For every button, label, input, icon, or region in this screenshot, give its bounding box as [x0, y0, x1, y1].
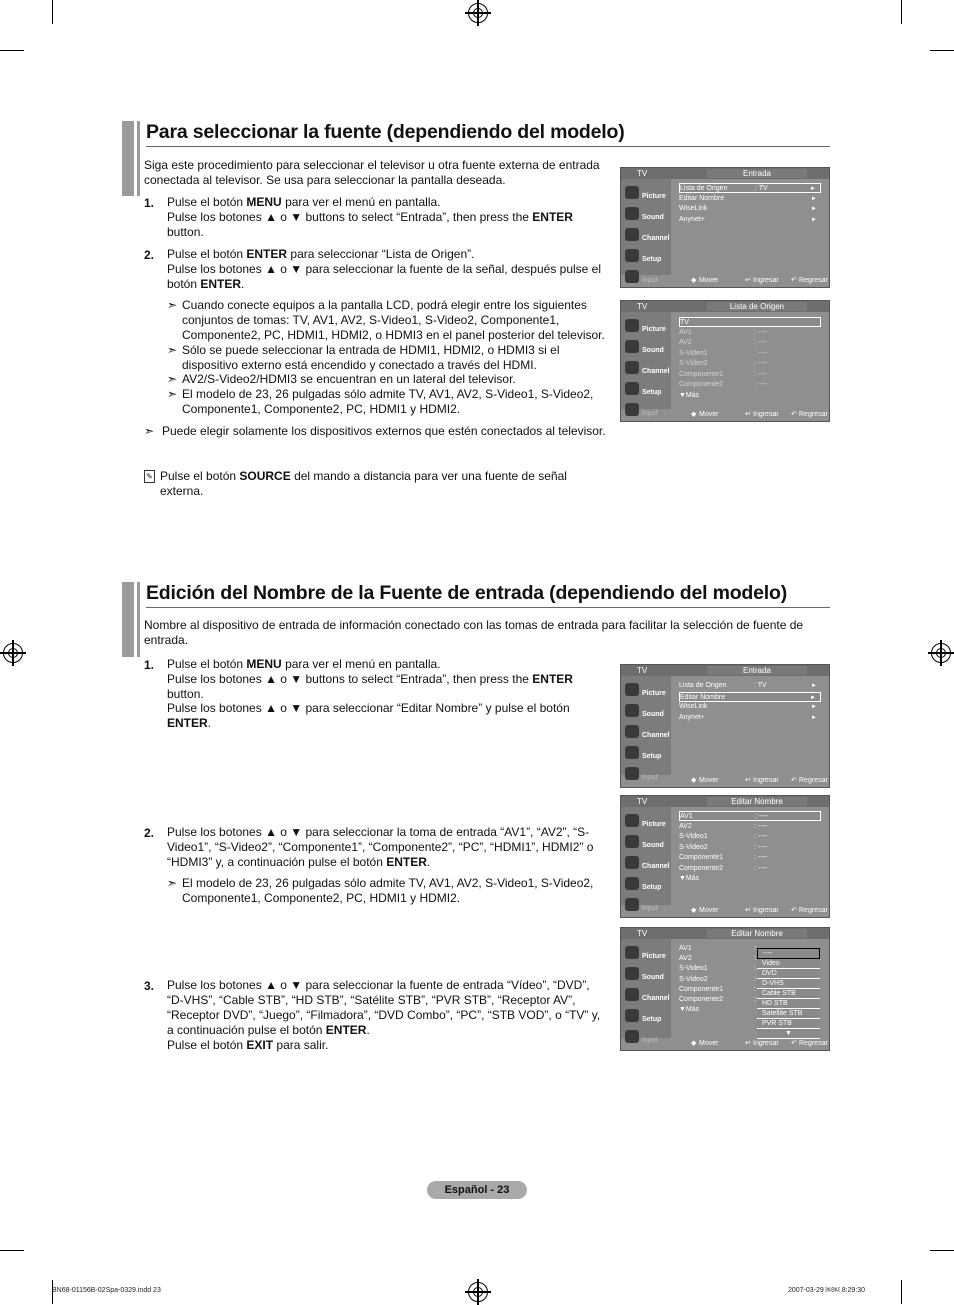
- osd-menu-item: [679, 204, 821, 214]
- osd-menu-item: [679, 194, 821, 204]
- osd-side-label: Channel: [642, 368, 670, 375]
- section-bar: [137, 582, 140, 657]
- osd-item-label: Componente1: [679, 370, 723, 378]
- osd-side-label: Input: [642, 410, 658, 417]
- osd-item-value: :: [754, 955, 756, 963]
- osd-item-label: Lista de Origen: [679, 682, 727, 689]
- osd-hint-mover: Mover: [699, 907, 719, 914]
- picture-icon: [625, 814, 639, 827]
- osd-item-value: : ----: [754, 854, 768, 861]
- osd-hint-regresar: Regresar: [799, 411, 828, 418]
- return-icon: ↶: [791, 907, 797, 914]
- osd-menu-item: [679, 380, 821, 390]
- osd-item-label: ▼Más: [679, 391, 700, 399]
- osd-side-setup: [623, 744, 669, 764]
- osd-tv-label: TV: [637, 302, 648, 311]
- osd-item-label: ▼Más: [679, 1006, 700, 1014]
- setup-icon: [625, 1009, 639, 1022]
- osd-menu-item: [679, 843, 821, 853]
- intro-text: Siga este procedimiento para seleccionar el televisor u otra fuente externa de entrada conectada al televisor. Se usa para seleccionar la pantalla deseada.: [144, 158, 600, 187]
- enter-icon: ↵: [745, 1040, 751, 1047]
- note-text: Sólo se puede seleccionar la entrada de HDMI1, HDMI2, o HDMI3 si el dispositivo externo está encendido y conectado a través del HDMI.: [182, 343, 560, 372]
- osd-hint-regresar: Regresar: [799, 277, 828, 284]
- updown-icon: ◆: [691, 411, 697, 418]
- osd-side-channel: [623, 986, 669, 1006]
- section-rule: [146, 146, 830, 147]
- osd-menu-item: [679, 864, 821, 874]
- osd-hint-ingresar: Ingresar: [753, 411, 779, 418]
- osd-option: Video: [757, 959, 820, 969]
- osd-item-value: : ----: [754, 822, 768, 830]
- osd-menu-title: Entrada: [707, 169, 807, 178]
- osd-item-value: : ----: [754, 833, 768, 840]
- tv-menu-entrada: [620, 167, 830, 288]
- section-bar: [122, 582, 134, 657]
- osd-item-label: Editar Nombre: [679, 194, 725, 202]
- osd-side-input: [623, 896, 669, 916]
- osd-item-label: S-Video2: [679, 843, 708, 851]
- step-text: Pulse los botones ▲ o ▼ para seleccionar “Editar Nombre” y pulse el botón ENTER.: [167, 701, 570, 730]
- osd-side-channel: [623, 723, 669, 743]
- osd-side-label: Input: [642, 905, 658, 912]
- file-info: BN68-01156B-02Spa-0329.indd 23: [52, 1287, 161, 1294]
- osd-sidebar: [621, 807, 671, 912]
- step-number: 3.: [144, 979, 155, 993]
- osd-title-bar: [621, 301, 829, 312]
- tv-menu-editar-nombre-options: [620, 927, 830, 1051]
- osd-sidebar: [621, 312, 671, 417]
- setup-icon: [625, 382, 639, 395]
- osd-item-value: :: [754, 985, 756, 993]
- osd-item-label: WiseLink: [679, 703, 708, 710]
- osd-item-label: Componente2: [679, 864, 723, 872]
- osd-menu-item: [679, 349, 821, 359]
- registration-mark-icon: [468, 1282, 488, 1302]
- osd-side-input: [623, 765, 669, 785]
- osd-item-label: AV1: [679, 328, 692, 336]
- osd-side-sound: [623, 833, 669, 853]
- note-arrow-icon: ➣: [167, 298, 178, 312]
- osd-side-channel: [623, 359, 669, 379]
- osd-menu-item: [679, 391, 821, 401]
- print-date: 2007-03-29 ￼￼ 8:29:30: [788, 1287, 866, 1294]
- osd-hint-ingresar: Ingresar: [753, 777, 779, 784]
- channel-icon: [625, 725, 639, 738]
- osd-item-value: :: [754, 945, 756, 952]
- osd-tv-label: TV: [637, 797, 648, 806]
- crop-mark: [901, 0, 902, 24]
- osd-hint-regresar: Regresar: [799, 1040, 828, 1047]
- osd-sidebar: [621, 939, 671, 1044]
- tv-menu-entrada: [620, 664, 830, 788]
- osd-menu-item: [679, 874, 821, 884]
- osd-side-setup: [623, 875, 669, 895]
- return-icon: ↶: [791, 277, 797, 284]
- osd-item-value: : TV: [754, 682, 767, 689]
- osd-menu-title: Lista de Origen: [707, 302, 807, 311]
- osd-item-label: Anynet+: [679, 215, 705, 223]
- osd-menu-item: [679, 338, 821, 348]
- osd-side-label: Input: [642, 277, 658, 284]
- osd-side-label: Channel: [642, 235, 670, 242]
- osd-hint-ingresar: Ingresar: [753, 277, 779, 284]
- arrow-right-icon: ►: [811, 714, 817, 721]
- osd-side-picture: [623, 184, 669, 204]
- osd-item-label: AV2: [679, 955, 692, 963]
- osd-side-label: Sound: [642, 842, 664, 849]
- osd-side-label: Picture: [642, 193, 666, 200]
- picture-icon: [625, 946, 639, 959]
- osd-side-label: Channel: [642, 863, 670, 870]
- osd-side-label: Channel: [642, 995, 670, 1002]
- osd-item-label: Componente2: [679, 996, 723, 1003]
- osd-side-label: Picture: [642, 953, 666, 960]
- tv-menu-lista-de-origen: [620, 300, 830, 422]
- osd-option: PVR STB: [757, 1019, 820, 1029]
- arrow-right-icon: ►: [810, 186, 816, 192]
- osd-menu-item: [679, 692, 821, 702]
- osd-item-label: Anynet+: [679, 713, 705, 721]
- osd-item-value: : TV: [755, 185, 768, 192]
- osd-item-label: S-Video1: [679, 833, 708, 840]
- osd-bottom-bar: [671, 775, 829, 787]
- note-arrow-icon: ➣: [167, 876, 178, 890]
- enter-icon: ↵: [745, 907, 751, 914]
- setup-icon: [625, 249, 639, 262]
- updown-icon: ◆: [691, 1040, 697, 1047]
- note-text: El modelo de 23, 26 pulgadas sólo admite TV, AV1, AV2, S-Video1, S-Video2, Componente1, Componente2, PC, HDMI1 y HDMI2.: [182, 876, 594, 905]
- osd-option: HD STB: [757, 999, 820, 1009]
- osd-item-label: S-Video1: [679, 965, 708, 973]
- enter-icon: ↵: [745, 277, 751, 284]
- osd-side-input: [623, 401, 669, 421]
- input-icon: [625, 898, 639, 911]
- osd-sidebar: [621, 676, 671, 781]
- step-text: Pulse el botón EXIT para salir.: [167, 1038, 329, 1052]
- crop-mark: [52, 0, 53, 24]
- return-icon: ↶: [791, 777, 797, 784]
- note-arrow-icon: ➣: [144, 424, 155, 438]
- osd-option: ----: [757, 948, 820, 959]
- osd-side-label: Setup: [642, 1016, 662, 1023]
- osd-item-label: Componente1: [679, 985, 723, 993]
- section-rule: [146, 607, 830, 608]
- step-text: Pulse los botones ▲ o ▼ para seleccionar la fuente de la señal, después pulse el botón ENTER.: [167, 262, 602, 291]
- crop-mark: [930, 1250, 954, 1251]
- note-text: Puede elegir solamente los dispositivos externos que estén conectados al televisor.: [162, 424, 606, 438]
- osd-item-label: Componente2: [679, 381, 723, 388]
- input-icon: [625, 1030, 639, 1043]
- osd-menu-item: [679, 822, 821, 832]
- arrow-right-icon: ►: [811, 195, 817, 202]
- osd-hint-regresar: Regresar: [799, 907, 828, 914]
- osd-bottom-bar: [671, 905, 829, 917]
- crop-mark: [901, 1280, 902, 1304]
- osd-tv-label: TV: [637, 666, 648, 675]
- osd-item-value: : ----: [754, 381, 768, 388]
- osd-menu-title: Entrada: [707, 666, 807, 675]
- osd-bottom-bar: [671, 275, 829, 287]
- osd-item-label: Componente1: [679, 854, 723, 861]
- osd-hint-ingresar: Ingresar: [753, 907, 779, 914]
- setup-icon: [625, 746, 639, 759]
- osd-bottom-bar: [671, 1038, 829, 1050]
- osd-tv-label: TV: [637, 929, 648, 938]
- osd-side-label: Sound: [642, 214, 664, 221]
- note-icon: ✎: [144, 470, 155, 483]
- osd-hint-mover: Mover: [699, 1040, 719, 1047]
- channel-icon: [625, 228, 639, 241]
- osd-item-label: AV2: [679, 339, 692, 346]
- osd-menu-item: [679, 811, 821, 821]
- input-icon: [625, 767, 639, 780]
- osd-side-label: Picture: [642, 821, 666, 828]
- osd-side-picture: [623, 812, 669, 832]
- sound-icon: [625, 967, 639, 980]
- osd-menu-item: [679, 702, 821, 712]
- osd-tv-label: TV: [637, 169, 648, 178]
- osd-side-picture: [623, 944, 669, 964]
- arrow-right-icon: ►: [811, 683, 817, 689]
- osd-menu-item: [679, 370, 821, 380]
- osd-bottom-bar: [671, 409, 829, 421]
- input-icon: [625, 270, 639, 283]
- picture-icon: [625, 683, 639, 696]
- osd-side-channel: [623, 226, 669, 246]
- osd-side-sound: [623, 965, 669, 985]
- updown-icon: ◆: [691, 907, 697, 914]
- osd-option: Cable STB: [757, 989, 820, 999]
- osd-item-label: AV1: [679, 945, 692, 952]
- channel-icon: [625, 988, 639, 1001]
- osd-item-value: : ----: [754, 843, 768, 851]
- enter-icon: ↵: [745, 411, 751, 418]
- osd-item-label: TV: [680, 319, 689, 326]
- osd-menu-item: [679, 853, 821, 863]
- osd-side-sound: [623, 205, 669, 225]
- picture-icon: [625, 319, 639, 332]
- osd-side-sound: [623, 338, 669, 358]
- osd-item-value: : ----: [754, 349, 768, 357]
- osd-hint-mover: Mover: [699, 411, 719, 418]
- note-arrow-icon: ➣: [167, 387, 178, 401]
- arrow-right-icon: ►: [811, 216, 817, 223]
- osd-title-bar: [621, 665, 829, 676]
- osd-side-picture: [623, 681, 669, 701]
- osd-option: D-VHS: [757, 979, 820, 989]
- osd-menu-item: [679, 317, 821, 327]
- input-icon: [625, 403, 639, 416]
- osd-side-label: Sound: [642, 974, 664, 981]
- osd-menu-item: [679, 713, 821, 723]
- osd-item-label: Editar Nombre: [680, 693, 726, 701]
- registration-mark-icon: [3, 643, 23, 663]
- step-number: 2.: [144, 248, 155, 262]
- return-icon: ↶: [791, 1040, 797, 1047]
- osd-item-value: : ----: [754, 864, 768, 872]
- osd-menu-item: [679, 681, 821, 691]
- osd-title-bar: [621, 796, 829, 807]
- section-bar: [122, 121, 134, 196]
- osd-side-label: Setup: [642, 256, 662, 263]
- osd-side-label: Picture: [642, 326, 666, 333]
- registration-mark-icon: [468, 3, 488, 23]
- osd-item-label: WiseLink: [679, 205, 708, 212]
- crop-mark: [930, 50, 954, 51]
- osd-item-value: : ----: [754, 360, 768, 367]
- note-text: El modelo de 23, 26 pulgadas sólo admite TV, AV1, AV2, S-Video1, S-Video2, Componente1, Componente2, PC, HDMI1 y HDMI2.: [182, 387, 594, 416]
- section-title: Edición del Nombre de la Fuente de entrada (dependiendo del modelo): [146, 582, 788, 604]
- step-number: 1.: [144, 658, 155, 672]
- osd-title-bar: [621, 168, 829, 179]
- note-text: Cuando conecte equipos a la pantalla LCD, podrá elegir entre los siguientes conjuntos de tomas: TV, AV1, AV2, S-Video1, S-Video2, Componente1, Componente2, PC, HDMI1, HDMI2, o HDMI3 en el panel posterior del televisor.: [182, 298, 605, 342]
- osd-side-label: Input: [642, 774, 658, 781]
- arrow-right-icon: ►: [811, 704, 817, 710]
- arrow-right-icon: ►: [811, 206, 817, 212]
- osd-hint-mover: Mover: [699, 277, 719, 284]
- step-text: Pulse el botón MENU para ver el menú en pantalla.: [167, 657, 441, 671]
- enter-icon: ↵: [745, 777, 751, 784]
- osd-side-label: Setup: [642, 753, 662, 760]
- osd-menu-item: [679, 215, 821, 225]
- osd-side-input: [623, 1028, 669, 1048]
- osd-item-value: :: [754, 975, 756, 983]
- picture-icon: [625, 186, 639, 199]
- osd-hint-regresar: Regresar: [799, 777, 828, 784]
- osd-side-picture: [623, 317, 669, 337]
- osd-item-value: : ----: [754, 328, 768, 336]
- sound-icon: [625, 835, 639, 848]
- sound-icon: [625, 207, 639, 220]
- step-text: Pulse el botón MENU para ver el menú en pantalla.: [167, 195, 441, 209]
- osd-side-setup: [623, 1007, 669, 1027]
- osd-item-label: S-Video2: [679, 975, 708, 983]
- osd-side-sound: [623, 702, 669, 722]
- osd-side-channel: [623, 854, 669, 874]
- osd-option: DVD: [757, 969, 820, 979]
- osd-item-label: AV2: [679, 822, 692, 830]
- osd-item-value: : ----: [755, 813, 769, 820]
- osd-side-input: [623, 268, 669, 288]
- note-arrow-icon: ➣: [167, 343, 178, 357]
- step-text: Pulse los botones ▲ o ▼ para seleccionar la fuente de entrada “Vídeo”, “DVD”, “D-VHS”, “Cable STB”, “HD STB”, “Satélite STB”, “PVR STB”, “Receptor AV”, “Receptor DVD”, “Juego”, “Filmadora”, “DVD Combo”, “PC”, “STB VOD”, o “TV” y, a continuación pulse el botón ENTER.: [167, 978, 601, 1037]
- osd-item-label: S-Video2: [679, 360, 708, 367]
- osd-item-label: Lista de Origen: [680, 185, 728, 192]
- arrow-right-icon: ►: [810, 694, 816, 701]
- sound-icon: [625, 704, 639, 717]
- osd-option-list: [757, 948, 820, 1039]
- osd-side-label: Setup: [642, 389, 662, 396]
- section-bar: [137, 121, 140, 196]
- osd-side-label: Sound: [642, 347, 664, 354]
- osd-hint-ingresar: Ingresar: [753, 1040, 779, 1047]
- osd-side-label: Input: [642, 1037, 658, 1044]
- step-text: Pulse los botones ▲ o ▼ para seleccionar la toma de entrada “AV1”, “AV2”, “S-Video1”, “S-Video2”, “Componente1”, “Componente2”, “PC”, “HDMI1”, HDMI2” o “HDMI3” y, a continuación pulse el botón ENTER.: [167, 825, 594, 869]
- osd-side-label: Channel: [642, 732, 670, 739]
- osd-option: ▼: [757, 1029, 820, 1039]
- step-text: Pulse los botones ▲ o ▼ buttons to select “Entrada”, then press the ENTER button.: [167, 672, 573, 701]
- osd-item-label: AV1: [680, 813, 693, 820]
- sound-icon: [625, 340, 639, 353]
- return-icon: ↶: [791, 411, 797, 418]
- osd-menu-title: Editar Nombre: [707, 797, 807, 806]
- crop-mark: [0, 50, 24, 51]
- page-number: Español - 23: [427, 1181, 527, 1199]
- osd-item-label: S-Video1: [679, 349, 708, 357]
- step-number: 2.: [144, 826, 155, 840]
- osd-item-value: : ----: [754, 339, 768, 346]
- setup-icon: [625, 877, 639, 890]
- osd-hint-mover: Mover: [699, 777, 719, 784]
- updown-icon: ◆: [691, 777, 697, 784]
- osd-item-label: ▼Más: [679, 875, 700, 882]
- osd-item-value: :: [754, 965, 756, 973]
- channel-icon: [625, 361, 639, 374]
- updown-icon: ◆: [691, 277, 697, 284]
- osd-side-setup: [623, 380, 669, 400]
- osd-item-value: :: [754, 996, 756, 1003]
- tip-text: Pulse el botón SOURCE del mando a distancia para ver una fuente de señal externa.: [160, 469, 567, 498]
- osd-menu-title: Editar Nombre: [707, 929, 807, 938]
- channel-icon: [625, 856, 639, 869]
- intro-text: Nombre al dispositivo de entrada de información conectado con las tomas de entrada para facilitar la selección de fuente de entrada.: [144, 618, 804, 647]
- section-title: Para seleccionar la fuente (dependiendo del modelo): [146, 121, 625, 143]
- registration-mark-icon: [931, 643, 951, 663]
- step-text: Pulse los botones ▲ o ▼ buttons to select “Entrada”, then press the ENTER button.: [167, 210, 573, 239]
- crop-mark: [0, 1250, 24, 1251]
- osd-menu-item: [679, 359, 821, 369]
- osd-side-label: Sound: [642, 711, 664, 718]
- osd-menu-item: [679, 183, 821, 193]
- tv-menu-editar-nombre: [620, 795, 830, 918]
- note-arrow-icon: ➣: [167, 372, 178, 386]
- osd-sidebar: [621, 179, 671, 284]
- step-number: 1.: [144, 196, 155, 210]
- osd-menu-item: [679, 832, 821, 842]
- osd-side-label: Setup: [642, 884, 662, 891]
- osd-side-label: Picture: [642, 690, 666, 697]
- osd-side-setup: [623, 247, 669, 267]
- osd-item-value: : ----: [754, 370, 768, 378]
- step-text: Pulse el botón ENTER para seleccionar “Lista de Origen”.: [167, 247, 475, 261]
- osd-title-bar: [621, 928, 829, 939]
- osd-option: Satellite STB: [757, 1009, 820, 1019]
- osd-menu-item: [679, 328, 821, 338]
- note-text: AV2/S-Video2/HDMI3 se encuentran en un lateral del televisor.: [182, 372, 516, 386]
